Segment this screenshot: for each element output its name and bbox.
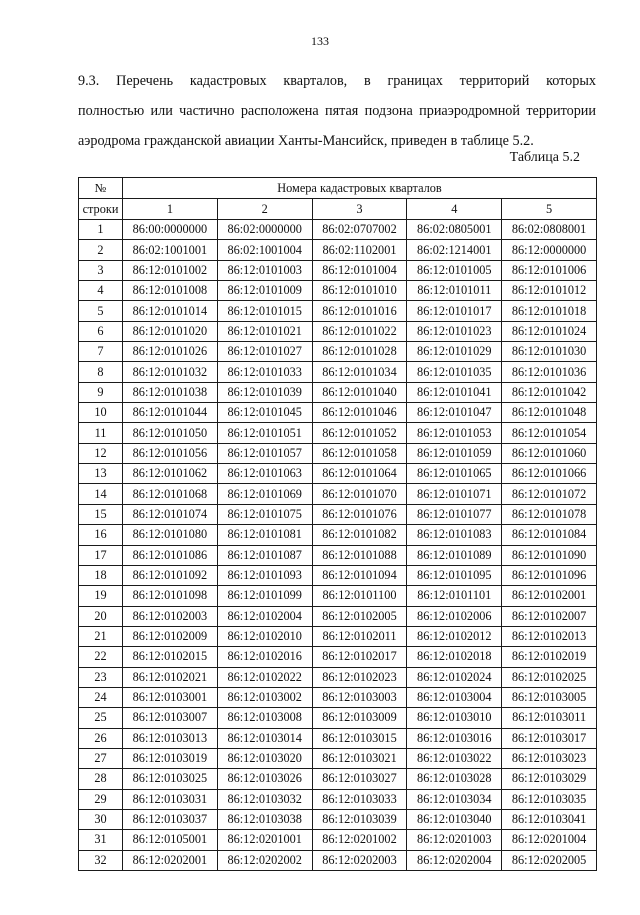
cadastral-number-cell: 86:12:0103026	[217, 769, 312, 789]
cadastral-number-cell: 86:12:0102015	[123, 647, 218, 667]
table-row	[79, 240, 597, 260]
page-number: 133	[311, 34, 329, 48]
cadastral-number-cell: 86:12:0101074	[123, 504, 218, 524]
table-row	[79, 301, 597, 321]
cadastral-number-cell: 86:12:0101101	[407, 586, 502, 606]
cadastral-number-cell: 86:12:0101035	[407, 362, 502, 382]
paragraph-line: полностью или частично расположена пятая подзона приаэродромной территории	[78, 103, 596, 119]
table-row	[79, 565, 597, 585]
cadastral-number-cell: 86:12:0103001	[123, 687, 218, 707]
cadastral-number-cell: 86:00:0000000	[123, 220, 218, 240]
cadastral-number-cell: 86:12:0101071	[407, 484, 502, 504]
cadastral-number-cell: 86:12:0101034	[312, 362, 407, 382]
header-col: 2	[217, 199, 312, 220]
cadastral-number-cell: 86:12:0101099	[217, 586, 312, 606]
cadastral-number-cell: 86:12:0101003	[217, 260, 312, 280]
cadastral-number-cell: 86:12:0103020	[217, 748, 312, 768]
row-number-cell: 2	[79, 240, 123, 260]
cadastral-number-cell: 86:12:0103003	[312, 687, 407, 707]
cadastral-number-cell: 86:12:0103040	[407, 809, 502, 829]
row-number-cell: 14	[79, 484, 123, 504]
cadastral-number-cell: 86:12:0103021	[312, 748, 407, 768]
cadastral-number-cell: 86:12:0201004	[502, 830, 597, 850]
row-number-cell: 32	[79, 850, 123, 870]
header-col: 5	[502, 199, 597, 220]
cadastral-number-cell: 86:12:0103039	[312, 809, 407, 829]
cadastral-number-cell: 86:12:0101084	[502, 525, 597, 545]
row-number-cell: 12	[79, 443, 123, 463]
cadastral-number-cell: 86:12:0101016	[312, 301, 407, 321]
cadastral-number-cell: 86:12:0101054	[502, 423, 597, 443]
cadastral-number-cell: 86:12:0101018	[502, 301, 597, 321]
cadastral-number-cell: 86:12:0102001	[502, 586, 597, 606]
cadastral-number-cell: 86:12:0103014	[217, 728, 312, 748]
header-num-bottom: строки	[79, 199, 123, 220]
row-number-cell: 19	[79, 586, 123, 606]
cadastral-number-cell: 86:12:0101024	[502, 321, 597, 341]
cadastral-number-cell: 86:12:0101056	[123, 443, 218, 463]
table-row	[79, 687, 597, 707]
cadastral-number-cell: 86:12:0103023	[502, 748, 597, 768]
cadastral-number-cell: 86:12:0103034	[407, 789, 502, 809]
row-number-cell: 16	[79, 525, 123, 545]
table-row	[79, 850, 597, 870]
cadastral-number-cell: 86:12:0101059	[407, 443, 502, 463]
cadastral-number-cell: 86:02:0805001	[407, 220, 502, 240]
table-row	[79, 403, 597, 423]
cadastral-number-cell: 86:12:0102006	[407, 606, 502, 626]
cadastral-number-cell: 86:12:0101100	[312, 586, 407, 606]
cadastral-number-cell: 86:12:0102024	[407, 667, 502, 687]
row-number-cell: 22	[79, 647, 123, 667]
cadastral-number-cell: 86:02:0808001	[502, 220, 597, 240]
row-number-cell: 26	[79, 728, 123, 748]
table-row	[79, 342, 597, 362]
table-row	[79, 748, 597, 768]
cadastral-number-cell: 86:12:0101090	[502, 545, 597, 565]
cadastral-number-cell: 86:12:0101015	[217, 301, 312, 321]
paragraph-line: аэродрома гражданской авиации Ханты-Мансийск, приведен в таблице 5.2.	[78, 133, 534, 149]
paragraph	[78, 66, 596, 156]
cadastral-number-cell: 86:12:0101078	[502, 504, 597, 524]
cadastral-number-cell: 86:12:0202002	[217, 850, 312, 870]
table-row	[79, 708, 597, 728]
table-row	[79, 586, 597, 606]
table-row	[79, 281, 597, 301]
cadastral-number-cell: 86:12:0101041	[407, 382, 502, 402]
cadastral-number-cell: 86:12:0000000	[502, 240, 597, 260]
cadastral-number-cell: 86:12:0103002	[217, 687, 312, 707]
cadastral-number-cell: 86:12:0102016	[217, 647, 312, 667]
cadastral-number-cell: 86:12:0101046	[312, 403, 407, 423]
row-number-cell: 18	[79, 565, 123, 585]
table-row	[79, 830, 597, 850]
cadastral-number-cell: 86:12:0101050	[123, 423, 218, 443]
cadastral-number-cell: 86:12:0101040	[312, 382, 407, 402]
table-row	[79, 606, 597, 626]
cadastral-number-cell: 86:12:0101089	[407, 545, 502, 565]
cadastral-number-cell: 86:12:0202004	[407, 850, 502, 870]
cadastral-quarters-table	[78, 177, 597, 871]
cadastral-number-cell: 86:12:0101082	[312, 525, 407, 545]
cadastral-number-cell: 86:12:0103009	[312, 708, 407, 728]
table-row	[79, 545, 597, 565]
cadastral-number-cell: 86:12:0101094	[312, 565, 407, 585]
table-row	[79, 647, 597, 667]
cadastral-number-cell: 86:02:1214001	[407, 240, 502, 260]
table-row	[79, 484, 597, 504]
row-number-cell: 8	[79, 362, 123, 382]
row-number-cell: 5	[79, 301, 123, 321]
header-num-top: №	[79, 178, 123, 199]
cadastral-number-cell: 86:12:0101070	[312, 484, 407, 504]
cadastral-number-cell: 86:12:0103038	[217, 809, 312, 829]
cadastral-number-cell: 86:12:0105001	[123, 830, 218, 850]
cadastral-number-cell: 86:12:0101093	[217, 565, 312, 585]
cadastral-number-cell: 86:12:0102011	[312, 626, 407, 646]
row-number-cell: 21	[79, 626, 123, 646]
table-row	[79, 321, 597, 341]
cadastral-number-cell: 86:12:0101048	[502, 403, 597, 423]
table-row	[79, 362, 597, 382]
cadastral-number-cell: 86:12:0101064	[312, 464, 407, 484]
row-number-cell: 3	[79, 260, 123, 280]
cadastral-number-cell: 86:12:0103008	[217, 708, 312, 728]
cadastral-number-cell: 86:12:0201002	[312, 830, 407, 850]
row-number-cell: 9	[79, 382, 123, 402]
cadastral-number-cell: 86:12:0101029	[407, 342, 502, 362]
table-row	[79, 260, 597, 280]
cadastral-number-cell: 86:12:0102003	[123, 606, 218, 626]
cadastral-number-cell: 86:12:0102013	[502, 626, 597, 646]
cadastral-number-cell: 86:12:0101014	[123, 301, 218, 321]
header-col: 4	[407, 199, 502, 220]
cadastral-number-cell: 86:02:1102001	[312, 240, 407, 260]
cadastral-number-cell: 86:12:0101020	[123, 321, 218, 341]
cadastral-number-cell: 86:12:0101051	[217, 423, 312, 443]
table-row	[79, 464, 597, 484]
cadastral-number-cell: 86:12:0201003	[407, 830, 502, 850]
cadastral-number-cell: 86:12:0102019	[502, 647, 597, 667]
cadastral-number-cell: 86:12:0103029	[502, 769, 597, 789]
cadastral-number-cell: 86:12:0101072	[502, 484, 597, 504]
cadastral-number-cell: 86:02:1001004	[217, 240, 312, 260]
row-number-cell: 11	[79, 423, 123, 443]
cadastral-number-cell: 86:12:0103019	[123, 748, 218, 768]
row-number-cell: 28	[79, 769, 123, 789]
cadastral-number-cell: 86:12:0101058	[312, 443, 407, 463]
cadastral-number-cell: 86:12:0101060	[502, 443, 597, 463]
cadastral-number-cell: 86:12:0101026	[123, 342, 218, 362]
cadastral-number-cell: 86:12:0101092	[123, 565, 218, 585]
cadastral-number-cell: 86:12:0101030	[502, 342, 597, 362]
cadastral-number-cell: 86:12:0101066	[502, 464, 597, 484]
cadastral-number-cell: 86:12:0101012	[502, 281, 597, 301]
cadastral-number-cell: 86:12:0103015	[312, 728, 407, 748]
cadastral-number-cell: 86:12:0101039	[217, 382, 312, 402]
row-number-cell: 13	[79, 464, 123, 484]
cadastral-number-cell: 86:12:0101010	[312, 281, 407, 301]
cadastral-number-cell: 86:12:0102023	[312, 667, 407, 687]
row-number-cell: 17	[79, 545, 123, 565]
cadastral-number-cell: 86:12:0101038	[123, 382, 218, 402]
row-number-cell: 23	[79, 667, 123, 687]
cadastral-number-cell: 86:02:0707002	[312, 220, 407, 240]
cadastral-number-cell: 86:12:0101032	[123, 362, 218, 382]
header-col: 3	[312, 199, 407, 220]
table-row	[79, 443, 597, 463]
cadastral-number-cell: 86:12:0101027	[217, 342, 312, 362]
cadastral-number-cell: 86:12:0103027	[312, 769, 407, 789]
cadastral-number-cell: 86:12:0103028	[407, 769, 502, 789]
table-row	[79, 220, 597, 240]
cadastral-number-cell: 86:12:0103032	[217, 789, 312, 809]
header-group: Номера кадастровых кварталов	[123, 178, 597, 199]
cadastral-number-cell: 86:12:0101057	[217, 443, 312, 463]
cadastral-number-cell: 86:12:0202003	[312, 850, 407, 870]
table-row	[79, 626, 597, 646]
cadastral-number-cell: 86:12:0202005	[502, 850, 597, 870]
cadastral-number-cell: 86:12:0101005	[407, 260, 502, 280]
row-number-cell: 7	[79, 342, 123, 362]
cadastral-number-cell: 86:12:0101033	[217, 362, 312, 382]
row-number-cell: 15	[79, 504, 123, 524]
row-number-cell: 6	[79, 321, 123, 341]
cadastral-number-cell: 86:12:0103005	[502, 687, 597, 707]
cadastral-number-cell: 86:12:0101080	[123, 525, 218, 545]
cadastral-number-cell: 86:12:0101045	[217, 403, 312, 423]
cadastral-number-cell: 86:12:0103010	[407, 708, 502, 728]
cadastral-number-cell: 86:12:0103013	[123, 728, 218, 748]
cadastral-number-cell: 86:12:0102018	[407, 647, 502, 667]
cadastral-number-cell: 86:02:1001001	[123, 240, 218, 260]
row-number-cell: 24	[79, 687, 123, 707]
row-number-cell: 30	[79, 809, 123, 829]
cadastral-number-cell: 86:12:0101008	[123, 281, 218, 301]
cadastral-number-cell: 86:12:0102004	[217, 606, 312, 626]
cadastral-number-cell: 86:12:0101088	[312, 545, 407, 565]
cadastral-number-cell: 86:12:0101098	[123, 586, 218, 606]
cadastral-number-cell: 86:12:0101096	[502, 565, 597, 585]
cadastral-number-cell: 86:12:0103041	[502, 809, 597, 829]
cadastral-number-cell: 86:12:0101023	[407, 321, 502, 341]
cadastral-number-cell: 86:12:0103007	[123, 708, 218, 728]
cadastral-number-cell: 86:12:0101076	[312, 504, 407, 524]
cadastral-number-cell: 86:12:0101087	[217, 545, 312, 565]
table-row	[79, 667, 597, 687]
row-number-cell: 20	[79, 606, 123, 626]
cadastral-number-cell: 86:12:0102005	[312, 606, 407, 626]
cadastral-number-cell: 86:12:0103033	[312, 789, 407, 809]
row-number-cell: 4	[79, 281, 123, 301]
cadastral-number-cell: 86:12:0101095	[407, 565, 502, 585]
paragraph-line: 9.3. Перечень кадастровых кварталов, в границах территорий которых	[78, 73, 596, 89]
table-row	[79, 525, 597, 545]
cadastral-number-cell: 86:12:0103037	[123, 809, 218, 829]
cadastral-number-cell: 86:12:0103025	[123, 769, 218, 789]
cadastral-number-cell: 86:12:0201001	[217, 830, 312, 850]
cadastral-number-cell: 86:12:0101021	[217, 321, 312, 341]
cadastral-number-cell: 86:12:0103017	[502, 728, 597, 748]
cadastral-number-cell: 86:12:0101086	[123, 545, 218, 565]
cadastral-number-cell: 86:12:0101017	[407, 301, 502, 321]
cadastral-number-cell: 86:12:0103031	[123, 789, 218, 809]
cadastral-number-cell: 86:12:0101065	[407, 464, 502, 484]
row-number-cell: 10	[79, 403, 123, 423]
row-number-cell: 29	[79, 789, 123, 809]
cadastral-number-cell: 86:12:0101077	[407, 504, 502, 524]
cadastral-number-cell: 86:12:0101047	[407, 403, 502, 423]
cadastral-number-cell: 86:12:0102010	[217, 626, 312, 646]
row-number-cell: 25	[79, 708, 123, 728]
cadastral-number-cell: 86:12:0103004	[407, 687, 502, 707]
table-row	[79, 423, 597, 443]
table-row	[79, 789, 597, 809]
cadastral-number-cell: 86:12:0101069	[217, 484, 312, 504]
cadastral-number-cell: 86:12:0101081	[217, 525, 312, 545]
table-row	[79, 728, 597, 748]
cadastral-number-cell: 86:12:0103016	[407, 728, 502, 748]
cadastral-number-cell: 86:12:0103022	[407, 748, 502, 768]
cadastral-number-cell: 86:12:0101063	[217, 464, 312, 484]
cadastral-number-cell: 86:12:0101062	[123, 464, 218, 484]
table-row	[79, 809, 597, 829]
cadastral-number-cell: 86:12:0101011	[407, 281, 502, 301]
cadastral-number-cell: 86:12:0101075	[217, 504, 312, 524]
cadastral-number-cell: 86:12:0102009	[123, 626, 218, 646]
cadastral-number-cell: 86:12:0101002	[123, 260, 218, 280]
cadastral-number-cell: 86:12:0202001	[123, 850, 218, 870]
cadastral-number-cell: 86:12:0102017	[312, 647, 407, 667]
cadastral-number-cell: 86:12:0103035	[502, 789, 597, 809]
cadastral-number-cell: 86:12:0101022	[312, 321, 407, 341]
cadastral-number-cell: 86:12:0101006	[502, 260, 597, 280]
header-col: 1	[123, 199, 218, 220]
cadastral-number-cell: 86:12:0101083	[407, 525, 502, 545]
cadastral-number-cell: 86:12:0101053	[407, 423, 502, 443]
cadastral-number-cell: 86:12:0101068	[123, 484, 218, 504]
table-body	[79, 220, 597, 871]
row-number-cell: 31	[79, 830, 123, 850]
cadastral-number-cell: 86:12:0101042	[502, 382, 597, 402]
table-caption: Таблица 5.2	[509, 150, 580, 165]
row-number-cell: 27	[79, 748, 123, 768]
cadastral-number-cell: 86:12:0101004	[312, 260, 407, 280]
cadastral-number-cell: 86:12:0102012	[407, 626, 502, 646]
cadastral-number-cell: 86:12:0102022	[217, 667, 312, 687]
cadastral-number-cell: 86:12:0101028	[312, 342, 407, 362]
cadastral-number-cell: 86:12:0101044	[123, 403, 218, 423]
cadastral-number-cell: 86:12:0101009	[217, 281, 312, 301]
cadastral-number-cell: 86:12:0101052	[312, 423, 407, 443]
table-row	[79, 769, 597, 789]
cadastral-number-cell: 86:12:0102021	[123, 667, 218, 687]
row-number-cell: 1	[79, 220, 123, 240]
cadastral-number-cell: 86:12:0102025	[502, 667, 597, 687]
cadastral-number-cell: 86:02:0000000	[217, 220, 312, 240]
table-row	[79, 504, 597, 524]
cadastral-number-cell: 86:12:0101036	[502, 362, 597, 382]
cadastral-number-cell: 86:12:0102007	[502, 606, 597, 626]
table-row	[79, 382, 597, 402]
cadastral-number-cell: 86:12:0103011	[502, 708, 597, 728]
